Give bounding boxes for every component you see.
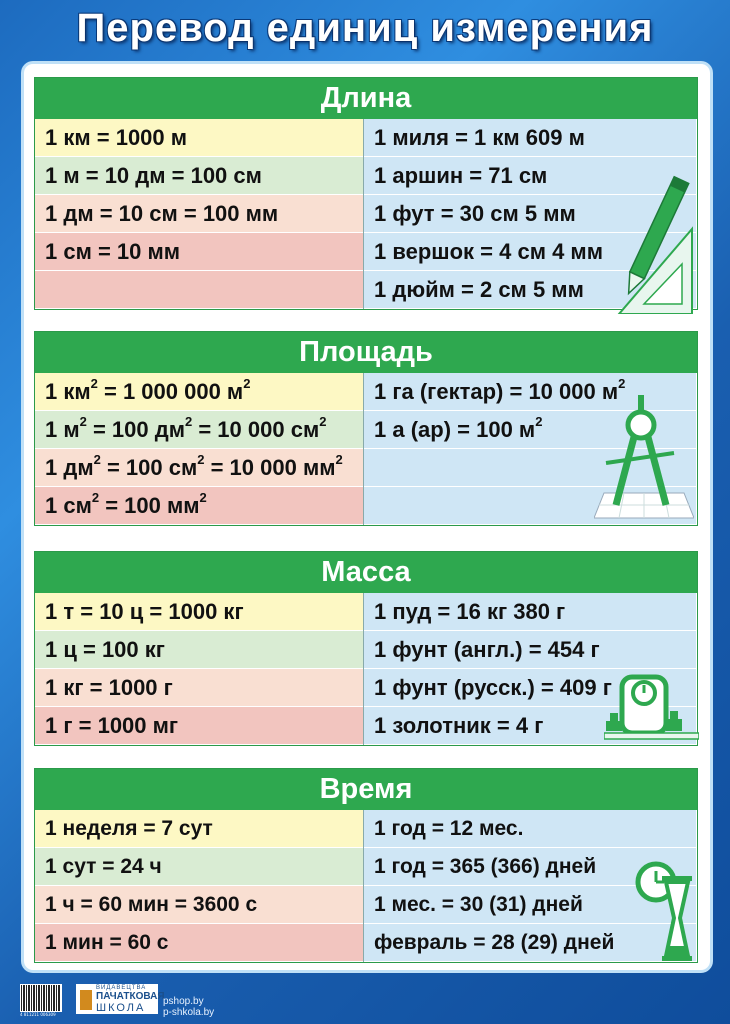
shop-links [163, 996, 214, 1018]
time-unit-row: 1 год = 12 мес. [364, 810, 696, 848]
section-time [34, 768, 698, 963]
time-units-column [364, 810, 696, 962]
area-row: 1 $см^2 = 100$ $мм^2$ [35, 487, 363, 525]
length-old-row: 1 миля = 1 км 609 м [364, 119, 696, 157]
time-metric-column [35, 810, 364, 962]
shop-link[interactable]: pshop.by [163, 996, 204, 1007]
mass-row: 1 ц = 100 кг [35, 631, 363, 669]
mass-row: 1 г = 1000 мг [35, 707, 363, 745]
area-old-units-column [364, 373, 696, 525]
length-old-units-column [364, 119, 696, 309]
time-row: 1 сут = 24 ч [35, 848, 363, 886]
barcode [20, 984, 62, 1017]
time-unit-row: 1 мес. = 30 (31) дней [364, 886, 696, 924]
length-row: 1 дм = 10 см = 100 мм [35, 195, 363, 233]
length-old-row: 1 дюйм = 2 см 5 мм [364, 271, 696, 309]
logo-mark-icon [80, 990, 92, 1010]
section-heading-time: Время [35, 769, 697, 810]
area-row: 1 $дм^2 = 100$ $см^2 = 10$ 000 $мм^2$ [35, 449, 363, 487]
length-old-row: 1 фут = 30 см 5 мм [364, 195, 696, 233]
section-heading-mass: Масса [35, 552, 697, 593]
mass-row: 1 т = 10 ц = 1000 кг [35, 593, 363, 631]
area-row: 1 $км^2 = 1$ 000 000 $м^2$ [35, 373, 363, 411]
section-heading-length: Длина [35, 78, 697, 119]
section-mass [34, 551, 698, 746]
publisher-logo [76, 984, 165, 1014]
mass-old-row: 1 золотник = 4 г [364, 707, 696, 745]
area-old-row: 1 а (ар) = 100 $м^2$ [364, 411, 696, 449]
mass-old-units-column [364, 593, 696, 745]
logo-mid-text: ПАЧАТКОВАЯ [96, 991, 165, 1002]
clock-hourglass-icon [632, 860, 696, 1010]
mass-old-row: 1 фунт (англ.) = 454 г [364, 631, 696, 669]
length-row [35, 271, 363, 309]
pencil-ruler-icon [614, 169, 694, 314]
section-length [34, 77, 698, 310]
section-heading-area: Площадь [35, 332, 697, 373]
length-row: 1 км = 1000 м [35, 119, 363, 157]
logo-top-text: ВИДАВЕЦТВА [96, 985, 147, 991]
length-row: 1 м = 10 дм = 100 см [35, 157, 363, 195]
length-old-row: 1 вершок = 4 см 4 мм [364, 233, 696, 271]
area-row: 1 $м^2 = 100$ $дм^2 = 10$ 000 $см^2$ [35, 411, 363, 449]
shop-link[interactable]: p-shkola.by [163, 1007, 215, 1018]
barcode-number: 4 811211 006309 [20, 1012, 56, 1017]
mass-metric-column [35, 593, 364, 745]
length-metric-column [35, 119, 364, 309]
scales-icon [604, 663, 699, 743]
mass-old-row: 1 фунт (русск.) = 409 г [364, 669, 696, 707]
area-old-row: 1 га (гектар) = 10 000 $м^2$ [364, 373, 696, 411]
logo-bot-text: ШКОЛА [96, 1002, 146, 1014]
mass-old-row: 1 пуд = 16 кг 380 г [364, 593, 696, 631]
length-row: 1 см = 10 мм [35, 233, 363, 271]
time-row: 1 мин = 60 с [35, 924, 363, 962]
time-row: 1 ч = 60 мин = 3600 с [35, 886, 363, 924]
section-area [34, 331, 698, 526]
time-unit-row: 1 год = 365 (366) дней [364, 848, 696, 886]
time-row: 1 неделя = 7 сут [35, 810, 363, 848]
page-title: Перевод единиц измерения [76, 6, 654, 50]
mass-row: 1 кг = 1000 г [35, 669, 363, 707]
compass-icon [594, 393, 694, 523]
length-old-row: 1 аршин = 71 см [364, 157, 696, 195]
area-metric-column [35, 373, 364, 525]
barcode-bars [20, 984, 62, 1012]
time-unit-row: февраль = 28 (29) дней [364, 924, 696, 962]
